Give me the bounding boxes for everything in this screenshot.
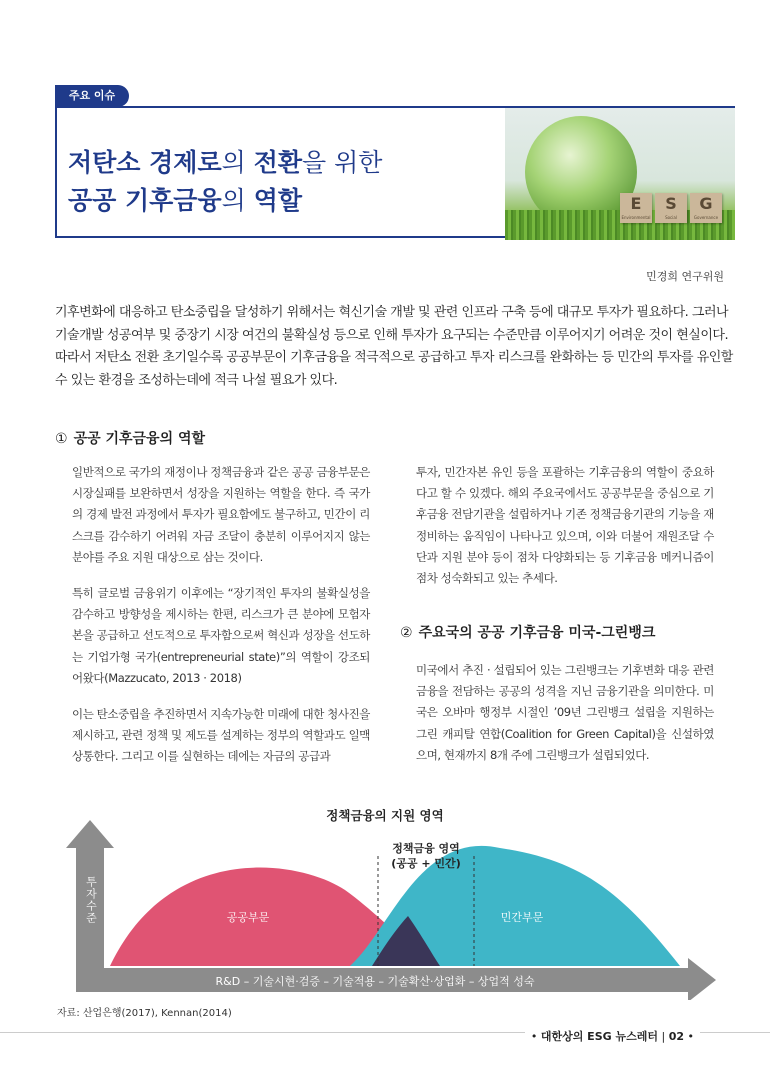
overlap-label-line1: 정책금융 영역 (392, 842, 460, 855)
public-sector-label: 공공부문 (226, 911, 270, 924)
page-number: 02 (668, 1030, 684, 1043)
esg-block-g: G Governance (690, 193, 722, 223)
figure-source: 자료: 산업은행(2017), Kennan(2014) (57, 1008, 232, 1019)
y-axis-label: 투자수준 (84, 876, 98, 924)
body-paragraph: 특히 글로벌 금융위기 이후에는 “장기적인 투자의 불확실성을 감수하고 방향성을 제시하는 한편, 리스크가 큰 분야에 모험자본을 공급하고 선도적으로 투자함으로써 혁신과 성장을 선도하는 기업가형 국가(entrepreneurial state)”의 역할이 강조되어왔다(Mazzucato, 2013 · 2018) (72, 586, 370, 685)
title-bold: 역할 (253, 186, 303, 215)
intro-paragraph: 기후변화에 대응하고 탄소중립을 달성하기 위해서는 혁신기술 개발 및 관련 인프라 구축 등에 대규모 투자가 필요하다. 그러나 기술개발 성공여부 및 중장기 시장 여건의 불확실성 등으로 인해 투자가 요구되는 수준만큼 이루어지기 어려운 것이 현실이다. 따라서 저탄소 전환 초기일수록 공공부문이 기후금융을 적극적으로 공급하고 투자 리스크를 완화하는 등 민간의 투자를 유인할 수 있는 환경을 조성하는데에 적극 나설 필요가 있다. (55, 305, 733, 388)
title-bold: 공공 기후금융 (68, 186, 222, 215)
title-light: 을 위한 (302, 148, 383, 177)
section2-column (416, 660, 714, 781)
body-paragraph: 일반적으로 국가의 재정이나 정책금융과 같은 공공 금융부문은 시장실패를 보완하면서 성장을 지원하는 역할을 한다. 즉 국가의 경제 발전 과정에서 투자가 필요함에도 불구하고, 민간이 리스크를 감수하기 어려워 자금 조달이 충분히 이루어지지 않는 분야를 주요 지원 대상으로 삼는 것이다. (72, 465, 370, 564)
esg-block-s: S Social (655, 193, 687, 223)
section-tag: 주요 이슈 (55, 85, 129, 107)
page-footer: • 대한상의 ESG 뉴스레터 | 02 • (525, 1028, 700, 1044)
esg-blocks (620, 193, 722, 223)
section1-heading: ① 공공 기후금융의 역할 (55, 431, 206, 447)
section1-left-column (72, 462, 370, 783)
footer-title: 대한상의 ESG 뉴스레터 (540, 1030, 658, 1043)
policy-finance-diagram (60, 820, 720, 1000)
author-byline: 민경희 연구위원 (646, 270, 724, 283)
body-paragraph: 미국에서 추진 · 설립되어 있는 그린뱅크는 기후변화 대응 관련 금융을 전담하는 공공의 성격을 지닌 금융기관을 의미한다. 미국은 오바마 행정부 시절인 ’09년 그린뱅크 설립을 지원하는 그린 캐피탈 연합(Coalition for Green Capital)을 신설하였으며, 현재까지 8개 주에 그린뱅크가 설립되었다. (416, 663, 714, 762)
x-axis-label: R&D – 기술시현·검증 – 기술적용 – 기술확산·상업화 – 상업적 성숙 (215, 975, 535, 988)
header-bottom-rule (55, 236, 505, 238)
body-paragraph: 이는 탄소중립을 추진하면서 지속가능한 미래에 대한 청사진을 제시하고, 관련 정책 및 제도를 설계하는 정부의 역할과도 일맥상통한다. 그리고 이를 실현하는 데에는 자금의 공급과 (72, 707, 370, 764)
body-paragraph: 투자, 민간자본 유인 등을 포괄하는 기후금융의 역할이 중요하다고 할 수 있겠다. 해외 주요국에서도 공공부문을 중심으로 기후금융 전담기관을 설립하거나 기존 정책금융기관의 기능을 재정비하는 움직임이 나타나고 있으며, 이와 더불어 재원조달 수단과 지원 분야 등이 점차 다양화되는 등 기후금융 메커니즘이 점차 성숙화되고 있는 추세다. (416, 465, 714, 586)
figure-title: 정책금융의 지원 영역 (326, 808, 444, 823)
overlap-label-line2: (공공 + 민간) (391, 857, 461, 870)
esg-block-e: E Environmental (620, 193, 652, 223)
header-left-rule (55, 106, 57, 238)
hero-image (505, 108, 735, 240)
section2-heading: ② 주요국의 공공 기후금융 미국-그린뱅크 (400, 625, 656, 641)
section1-right-column (416, 462, 714, 604)
title-bold: 저탄소 경제로 (68, 148, 222, 177)
title-light: 의 (221, 148, 254, 177)
title-bold: 전환 (253, 148, 303, 177)
page-title (68, 144, 508, 220)
private-sector-label: 민간부문 (500, 911, 544, 924)
title-light: 의 (221, 186, 254, 215)
